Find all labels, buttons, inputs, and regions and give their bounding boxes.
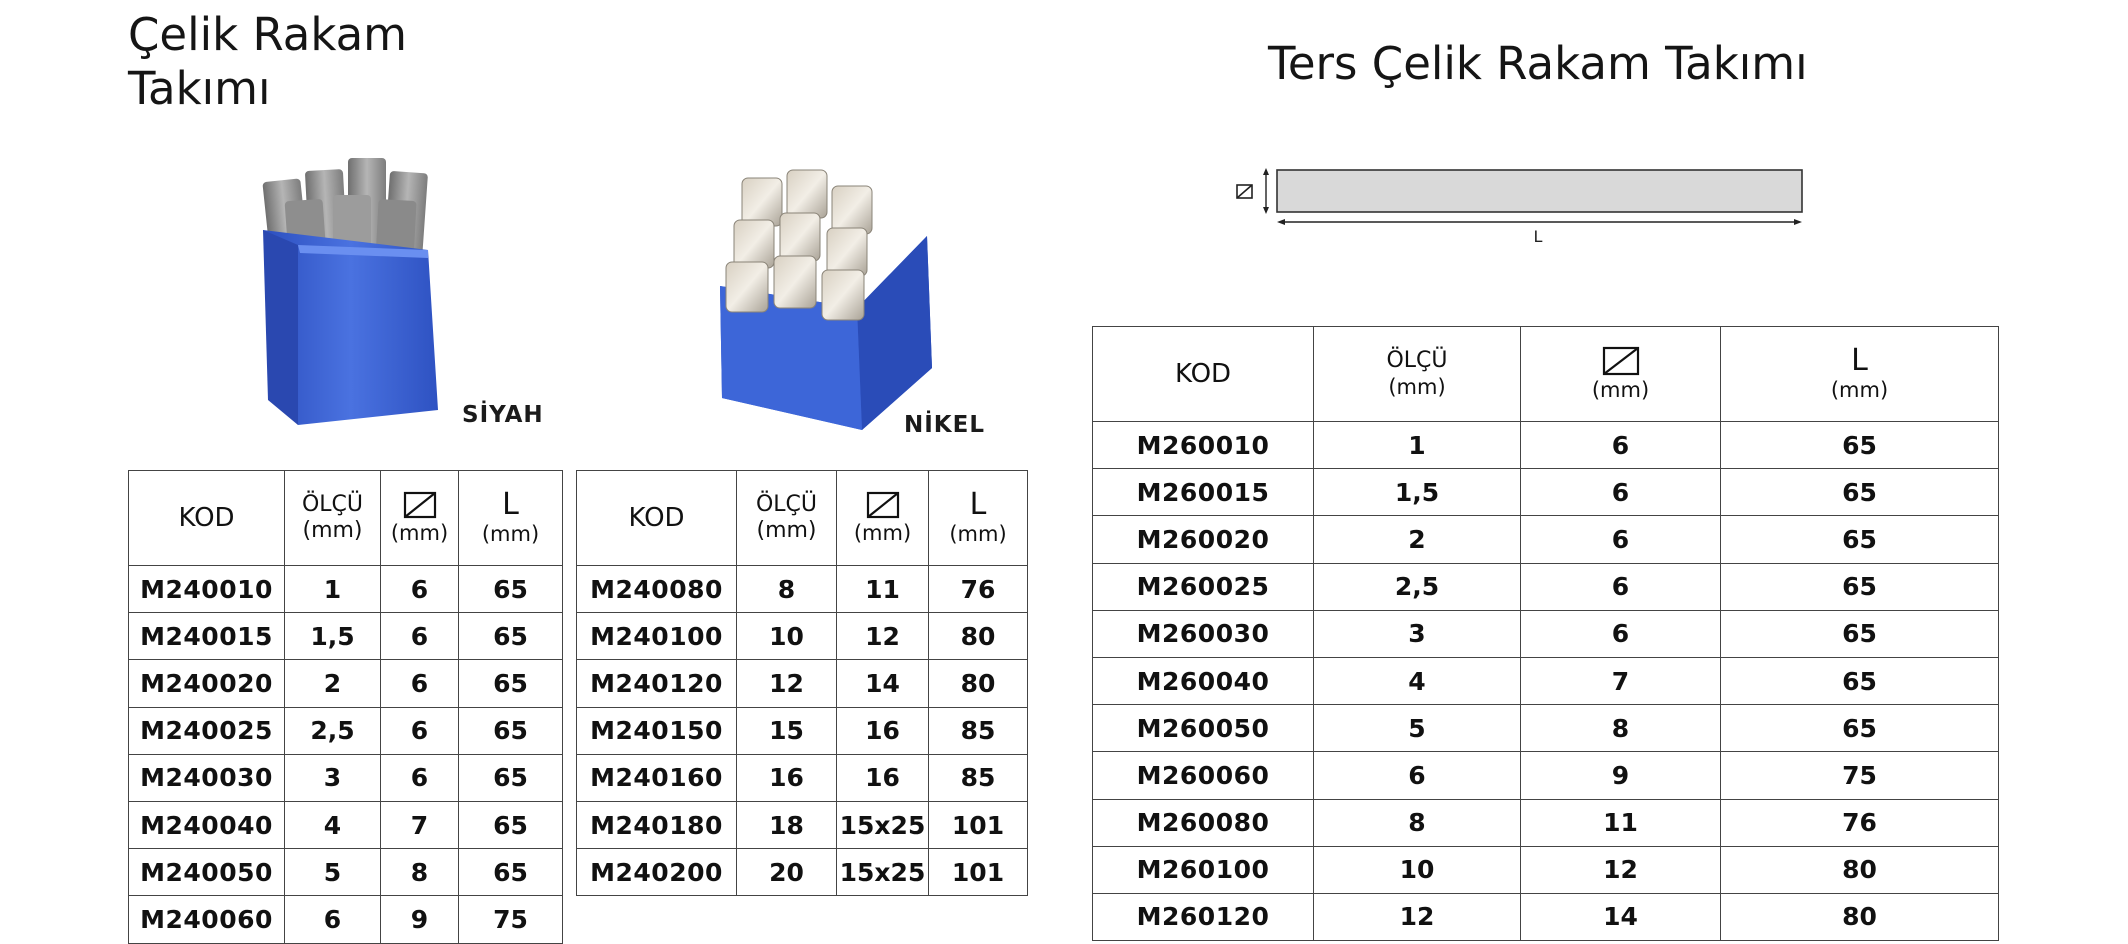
table-row xyxy=(1093,657,1999,704)
olcu-cell: 1,5 xyxy=(1314,469,1521,516)
olcu-cell: 8 xyxy=(737,566,837,613)
length-cell: 75 xyxy=(459,896,563,943)
olcu-cell: 1 xyxy=(285,566,381,613)
kod-cell: M260060 xyxy=(1093,752,1314,799)
diameter-cell: 9 xyxy=(381,896,459,943)
kod-cell: M240200 xyxy=(577,849,737,896)
header-length: L (mm) xyxy=(459,471,563,566)
kod-cell: M260050 xyxy=(1093,705,1314,752)
kod-cell: M260030 xyxy=(1093,610,1314,657)
dimension-length-label: L xyxy=(1533,227,1543,246)
diameter-cell: 12 xyxy=(1521,846,1721,893)
table-row xyxy=(577,707,1028,754)
diameter-cell: 6 xyxy=(381,613,459,660)
kod-cell: M240020 xyxy=(129,660,285,707)
table-row xyxy=(1093,846,1999,893)
diameter-cell: 8 xyxy=(381,849,459,896)
table-row xyxy=(577,754,1028,801)
length-cell: 65 xyxy=(459,613,563,660)
olcu-cell: 2,5 xyxy=(285,707,381,754)
nikel-stamp-set-image xyxy=(712,158,942,433)
olcu-cell: 2 xyxy=(285,660,381,707)
diameter-cell: 6 xyxy=(1521,422,1721,469)
header-kod: KOD xyxy=(1093,327,1314,422)
table-row xyxy=(129,801,563,848)
olcu-cell: 3 xyxy=(1314,610,1521,657)
table-row xyxy=(1093,422,1999,469)
kod-cell: M240180 xyxy=(577,801,737,848)
length-cell: 80 xyxy=(1721,846,1999,893)
table-row xyxy=(577,613,1028,660)
length-cell: 65 xyxy=(1721,705,1999,752)
diameter-cell: 8 xyxy=(1521,705,1721,752)
olcu-cell: 18 xyxy=(737,801,837,848)
kod-cell: M260100 xyxy=(1093,846,1314,893)
length-cell: 65 xyxy=(1721,469,1999,516)
length-cell: 85 xyxy=(929,707,1028,754)
length-cell: 80 xyxy=(1721,893,1999,940)
diameter-icon xyxy=(1599,345,1643,377)
table-row xyxy=(1093,705,1999,752)
diameter-cell: 16 xyxy=(837,707,929,754)
header-length: L (mm) xyxy=(1721,327,1999,422)
olcu-cell: 2 xyxy=(1314,516,1521,563)
length-cell: 65 xyxy=(1721,610,1999,657)
header-diameter: (mm) xyxy=(381,471,459,566)
nikel-spec-table xyxy=(576,470,1028,896)
siyah-stamp-set-image xyxy=(258,140,458,430)
olcu-cell: 12 xyxy=(737,660,837,707)
olcu-cell: 16 xyxy=(737,754,837,801)
olcu-cell: 2,5 xyxy=(1314,563,1521,610)
header-kod: KOD xyxy=(577,471,737,566)
diameter-cell: 6 xyxy=(1521,563,1721,610)
olcu-cell: 1 xyxy=(1314,422,1521,469)
diameter-cell: 11 xyxy=(837,566,929,613)
kod-cell: M260080 xyxy=(1093,799,1314,846)
diameter-cell: 6 xyxy=(381,566,459,613)
table-row xyxy=(1093,799,1999,846)
olcu-cell: 3 xyxy=(285,754,381,801)
table-row xyxy=(129,566,563,613)
diameter-cell: 6 xyxy=(381,754,459,801)
kod-cell: M260120 xyxy=(1093,893,1314,940)
diameter-cell: 6 xyxy=(1521,516,1721,563)
length-cell: 85 xyxy=(929,754,1028,801)
diameter-cell: 6 xyxy=(381,660,459,707)
diameter-cell: 6 xyxy=(1521,469,1721,516)
dimension-diagram xyxy=(1232,160,1822,250)
header-diameter: (mm) xyxy=(1521,327,1721,422)
olcu-cell: 10 xyxy=(737,613,837,660)
diameter-cell: 15x25 xyxy=(837,849,929,896)
diameter-symbol-icon xyxy=(1237,185,1252,198)
length-cell: 65 xyxy=(1721,563,1999,610)
kod-cell: M240040 xyxy=(129,801,285,848)
kod-cell: M240050 xyxy=(129,849,285,896)
page-title-right: Ters Çelik Rakam Takımı xyxy=(1268,37,1808,90)
title-left-line1: Çelik Rakam xyxy=(128,8,408,61)
length-cell: 101 xyxy=(929,801,1028,848)
nikel-caption: NİKEL xyxy=(904,412,985,438)
length-cell: 80 xyxy=(929,660,1028,707)
siyah-spec-table xyxy=(128,470,563,944)
title-left-line2: Takımı xyxy=(128,62,271,115)
diameter-cell: 9 xyxy=(1521,752,1721,799)
diameter-cell: 6 xyxy=(1521,610,1721,657)
table-row xyxy=(129,896,563,943)
olcu-cell: 6 xyxy=(285,896,381,943)
table-row xyxy=(129,754,563,801)
table-row xyxy=(1093,893,1999,940)
olcu-cell: 5 xyxy=(285,849,381,896)
diameter-icon xyxy=(863,490,903,520)
length-cell: 65 xyxy=(459,566,563,613)
diameter-cell: 15x25 xyxy=(837,801,929,848)
diameter-cell: 11 xyxy=(1521,799,1721,846)
length-cell: 65 xyxy=(1721,516,1999,563)
kod-cell: M240160 xyxy=(577,754,737,801)
kod-cell: M240025 xyxy=(129,707,285,754)
length-cell: 65 xyxy=(459,754,563,801)
header-olcu: ÖLÇÜ (mm) xyxy=(1314,327,1521,422)
diameter-cell: 14 xyxy=(837,660,929,707)
olcu-cell: 4 xyxy=(1314,657,1521,704)
olcu-cell: 8 xyxy=(1314,799,1521,846)
table-row xyxy=(1093,752,1999,799)
olcu-cell: 5 xyxy=(1314,705,1521,752)
length-cell: 65 xyxy=(1721,657,1999,704)
diameter-cell: 14 xyxy=(1521,893,1721,940)
ters-spec-table xyxy=(1092,326,1999,941)
table-row xyxy=(577,566,1028,613)
length-cell: 101 xyxy=(929,849,1028,896)
kod-cell: M260040 xyxy=(1093,657,1314,704)
table-row xyxy=(129,849,563,896)
olcu-cell: 1,5 xyxy=(285,613,381,660)
diameter-icon xyxy=(401,490,439,520)
olcu-cell: 12 xyxy=(1314,893,1521,940)
diameter-cell: 16 xyxy=(837,754,929,801)
length-cell: 75 xyxy=(1721,752,1999,799)
length-cell: 76 xyxy=(929,566,1028,613)
table-row xyxy=(1093,610,1999,657)
header-kod: KOD xyxy=(129,471,285,566)
diameter-cell: 12 xyxy=(837,613,929,660)
kod-cell: M260025 xyxy=(1093,563,1314,610)
table-row xyxy=(577,849,1028,896)
olcu-cell: 10 xyxy=(1314,846,1521,893)
table-row xyxy=(129,613,563,660)
header-diameter: (mm) xyxy=(837,471,929,566)
table-row xyxy=(129,660,563,707)
kod-cell: M240015 xyxy=(129,613,285,660)
length-cell: 65 xyxy=(459,660,563,707)
kod-cell: M240120 xyxy=(577,660,737,707)
kod-cell: M240150 xyxy=(577,707,737,754)
header-length: L (mm) xyxy=(929,471,1028,566)
diameter-cell: 7 xyxy=(381,801,459,848)
kod-cell: M240100 xyxy=(577,613,737,660)
length-cell: 80 xyxy=(929,613,1028,660)
olcu-cell: 6 xyxy=(1314,752,1521,799)
kod-cell: M260010 xyxy=(1093,422,1314,469)
table-row xyxy=(1093,516,1999,563)
table-row xyxy=(129,707,563,754)
olcu-cell: 20 xyxy=(737,849,837,896)
table-row xyxy=(577,801,1028,848)
kod-cell: M240030 xyxy=(129,754,285,801)
length-cell: 76 xyxy=(1721,799,1999,846)
kod-cell: M240010 xyxy=(129,566,285,613)
page-title-left xyxy=(128,8,548,116)
kod-cell: M260015 xyxy=(1093,469,1314,516)
header-olcu: ÖLÇÜ (mm) xyxy=(285,471,381,566)
diameter-cell: 6 xyxy=(381,707,459,754)
olcu-cell: 4 xyxy=(285,801,381,848)
siyah-caption: SİYAH xyxy=(462,402,544,428)
length-cell: 65 xyxy=(459,707,563,754)
kod-cell: M240060 xyxy=(129,896,285,943)
diameter-cell: 7 xyxy=(1521,657,1721,704)
length-cell: 65 xyxy=(459,849,563,896)
kod-cell: M240080 xyxy=(577,566,737,613)
header-olcu: ÖLÇÜ (mm) xyxy=(737,471,837,566)
table-row xyxy=(577,660,1028,707)
olcu-cell: 15 xyxy=(737,707,837,754)
table-row xyxy=(1093,563,1999,610)
table-row xyxy=(1093,469,1999,516)
length-cell: 65 xyxy=(1721,422,1999,469)
kod-cell: M260020 xyxy=(1093,516,1314,563)
length-cell: 65 xyxy=(459,801,563,848)
